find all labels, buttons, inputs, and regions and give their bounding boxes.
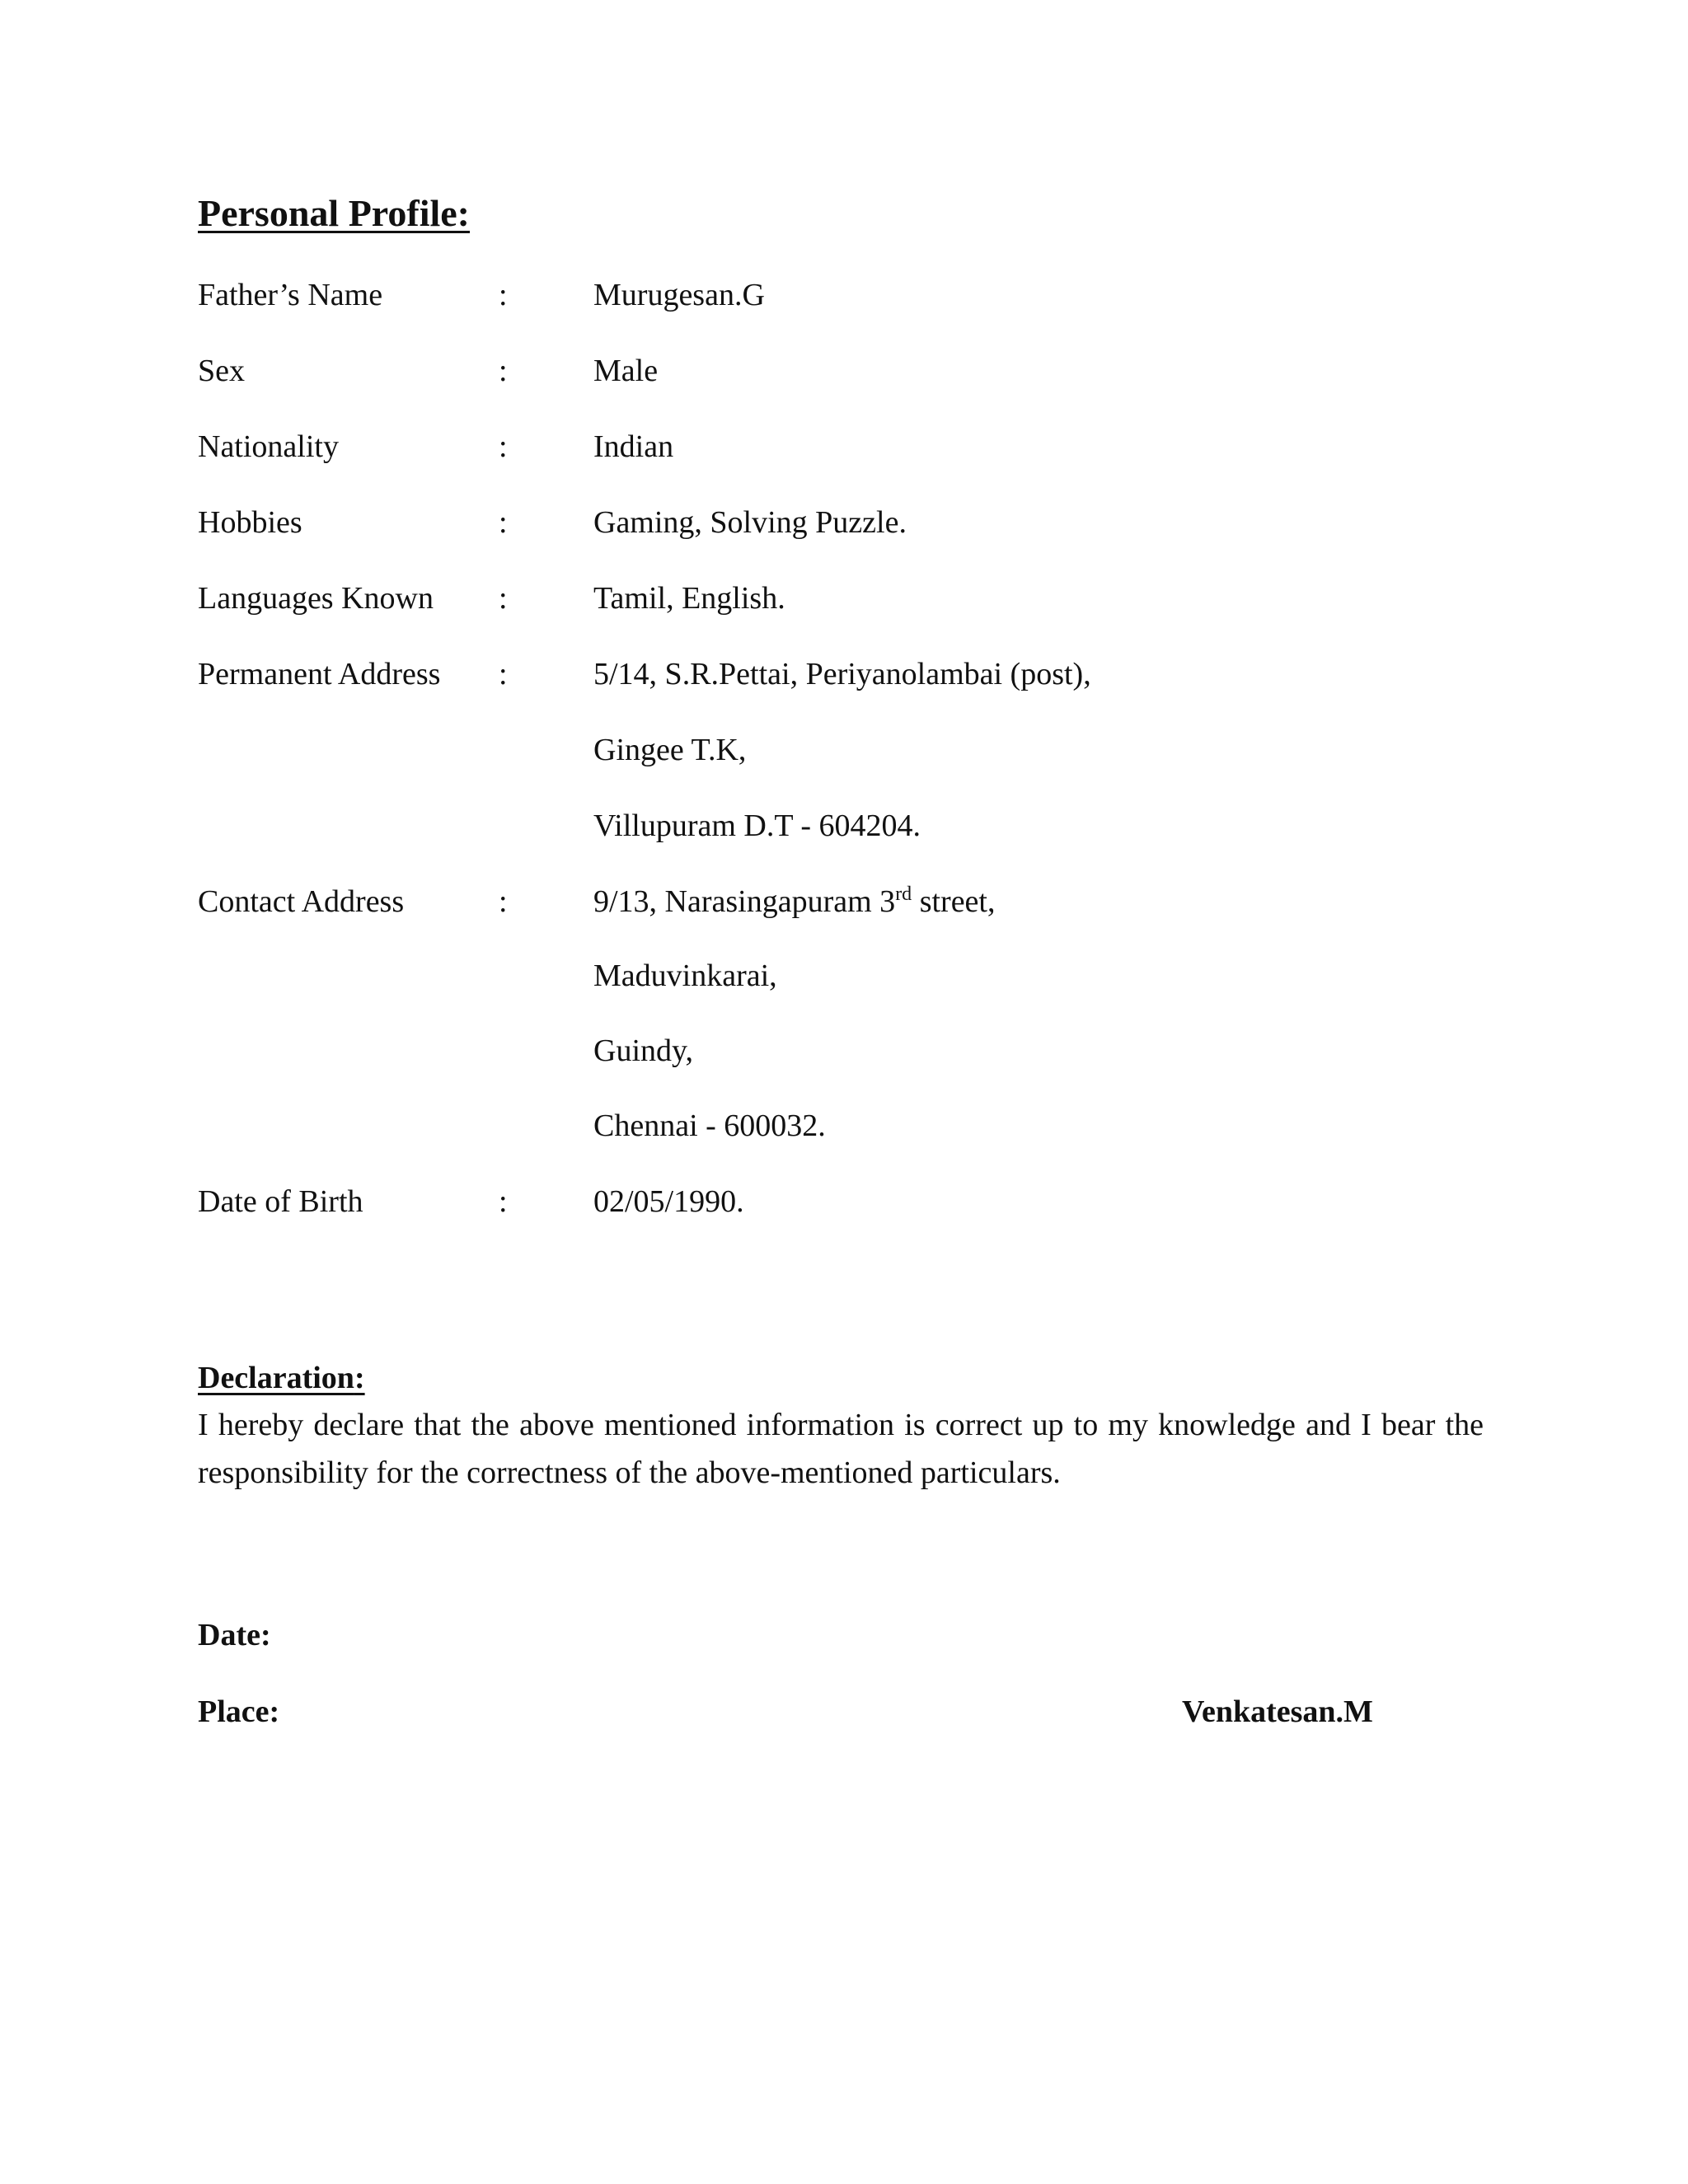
profile-row-languages	[198, 574, 1550, 623]
field-value: 02/05/1990.	[593, 1184, 744, 1219]
contact-street-suffix: street,	[912, 884, 996, 919]
place-label: Place:	[198, 1694, 280, 1729]
field-value: Gingee T.K,	[593, 733, 747, 767]
profile-row-sex	[198, 346, 1550, 396]
field-separator: :	[499, 505, 508, 540]
field-separator: :	[499, 278, 508, 312]
field-value: Villupuram D.T - 604204.	[593, 808, 921, 843]
profile-row-date-of-birth	[198, 1177, 1550, 1226]
field-separator: :	[499, 884, 508, 919]
declaration-heading-colon: :	[354, 1361, 365, 1395]
field-value: Gaming, Solving Puzzle.	[593, 505, 907, 540]
signature-name: Venkatesan.M	[1182, 1694, 1373, 1729]
permanent-address-line-2	[198, 725, 1550, 775]
field-label: Permanent Address	[198, 657, 441, 691]
field-value: Murugesan.G	[593, 278, 765, 312]
declaration-heading-text: Declaration	[198, 1361, 354, 1395]
field-label: Contact Address	[198, 884, 405, 919]
field-label: Nationality	[198, 429, 339, 464]
personal-profile-heading: Personal Profile:	[198, 192, 470, 234]
field-separator: :	[499, 657, 508, 691]
field-separator: :	[499, 429, 508, 464]
field-value: Guindy,	[593, 1033, 694, 1068]
field-separator: :	[499, 1184, 508, 1219]
contact-address-line-3	[198, 1026, 1550, 1076]
field-separator: :	[499, 581, 508, 616]
declaration-text: I hereby declare that the above mentioned information is correct up to my knowledge and I bear the responsibility for the correctness of the above-mentioned particulars.	[198, 1408, 1484, 1490]
field-label: Hobbies	[198, 505, 302, 540]
field-value: Male	[593, 354, 659, 388]
field-value: Indian	[593, 429, 674, 464]
field-value: 5/14, S.R.Pettai, Periyanolambai (post),	[593, 657, 1091, 691]
date-label: Date:	[198, 1618, 271, 1652]
permanent-address-line-3	[198, 801, 1550, 851]
field-value	[593, 877, 995, 926]
contact-address-line-4	[198, 1101, 1550, 1151]
field-label: Date of Birth	[198, 1184, 363, 1219]
profile-row-contact-address	[198, 877, 1550, 926]
field-label: Sex	[198, 354, 245, 388]
profile-row-fathers-name	[198, 270, 1550, 320]
contact-street-number: 9/13, Narasingapuram 3	[593, 884, 896, 919]
profile-row-nationality	[198, 422, 1550, 471]
profile-row-hobbies	[198, 498, 1550, 547]
field-value: Chennai - 600032.	[593, 1108, 826, 1143]
field-value: Tamil, English.	[593, 581, 785, 616]
field-value: Maduvinkarai,	[593, 958, 777, 993]
declaration-heading	[198, 1360, 365, 1396]
field-label: Father’s Name	[198, 278, 383, 312]
ordinal-suffix: rd	[895, 883, 912, 905]
field-separator: :	[499, 354, 508, 388]
field-label: Languages Known	[198, 581, 434, 616]
contact-address-line-2	[198, 951, 1550, 1001]
profile-row-permanent-address	[198, 649, 1550, 699]
